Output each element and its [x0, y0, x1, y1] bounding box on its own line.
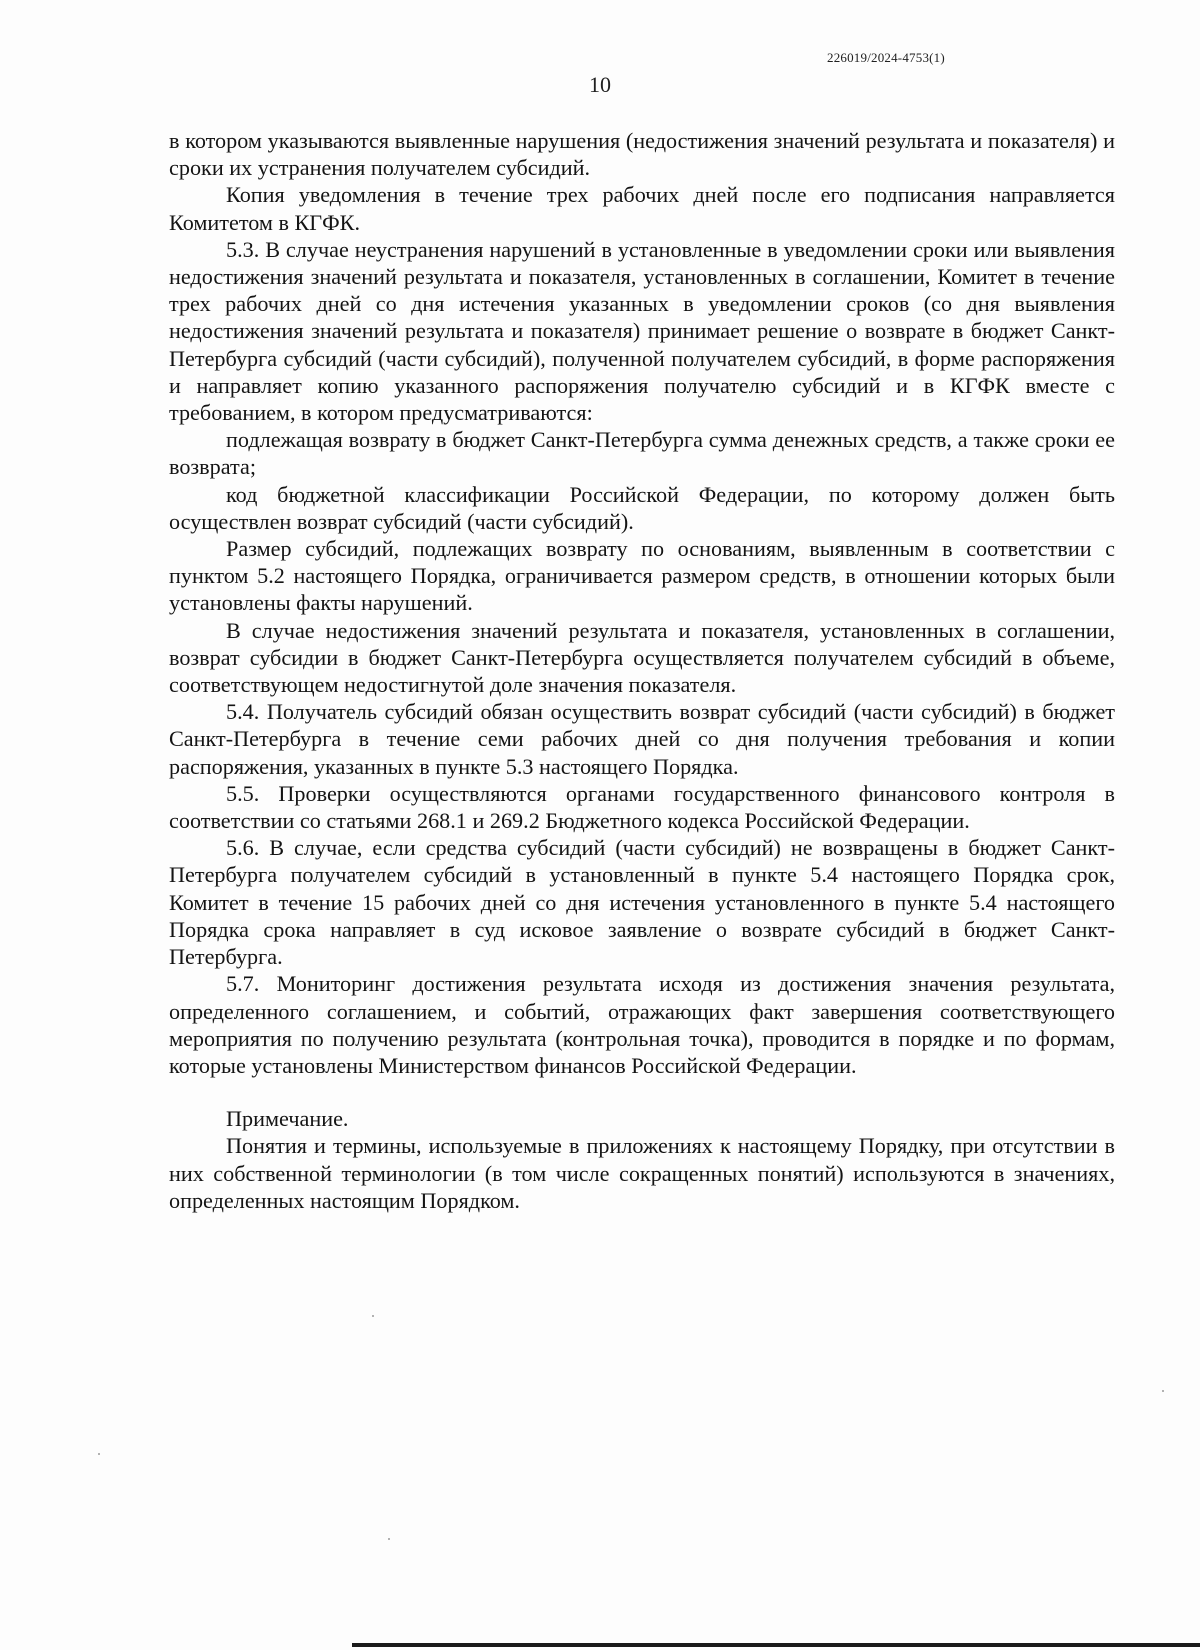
document-body: [169, 127, 1115, 1214]
scan-speck: [388, 1538, 390, 1540]
paragraph-return-amount: подлежащая возврату в бюджет Санкт-Петербурга сумма денежных средств, а также сроки ее возврата;: [169, 427, 1115, 480]
paragraph-clause-5-3: 5.3. В случае неустранения нарушений в установленные в уведомлении сроки или выявления недостижения значений результата и показателя, установленных в соглашении, Комитет в течение трех рабочих дней со дня истечения указанных в уведомлении сроков (со дня выявления недостижения значений результата и показателя) принимает решение о возврате в бюджет Санкт-Петербурга субсидий (части субсидий), полученной получателем субсидий, в форме распоряжения и направляет копию указанного распоряжения получателю субсидий и в КГФК вместе с требованием, в котором предусматриваются:: [169, 236, 1115, 426]
paragraph-clause-5-6: 5.6. В случае, если средства субсидий (части субсидий) не возвращены в бюджет Санкт-Петербурга получателем субсидий в установленный в пункте 5.4 настоящего Порядка срок, Комитет в течение 15 рабочих дней со дня истечения установленного в пункте 5.4 настоящего Порядка срока направляет в суд исковое заявление о возврате субсидий в бюджет Санкт-Петербурга.: [169, 835, 1115, 970]
paragraph-underachievement: В случае недостижения значений результата и показателя, установленных в соглашении, возврат субсидии в бюджет Санкт-Петербурга осуществляется получателем субсидий в объеме, соответствующем недостигнутой доле значения показателя.: [169, 617, 1115, 698]
paragraph-budget-code: код бюджетной классификации Российской Федерации, по которому должен быть осуществлен возврат субсидий (части субсидий).: [169, 481, 1115, 534]
paragraph-clause-5-5: 5.5. Проверки осуществляются органами государственного финансового контроля в соответствии со статьями 268.1 и 269.2 Бюджетного кодекса Российской Федерации.: [169, 780, 1115, 834]
scan-speck: [1162, 1390, 1164, 1392]
scan-speck: [98, 1453, 100, 1455]
paragraph-notification-content: в котором указываются выявленные нарушения (недостижения значений результата и показателя) и сроки их устранения получателем субсидий.: [169, 128, 1115, 181]
scan-speck: [372, 1315, 374, 1317]
page-number: 10: [589, 72, 611, 97]
document-id: 226019/2024-4753(1): [827, 50, 945, 65]
note-text: Понятия и термины, используемые в приложениях к настоящему Порядку, при отсутствии в них собственной терминологии (в том числе сокращенных понятий) используются в значениях, определенных настоящим Порядком.: [169, 1133, 1115, 1213]
paragraph-clause-5-7: 5.7. Мониторинг достижения результата исходя из достижения значения результата, определенного соглашением, и событий, отражающих факт завершения соответствующего мероприятия по получению результата (контрольная точка), проводится в порядке и по формам, которые установлены Министерством финансов Российской Федерации.: [169, 971, 1115, 1078]
note-section: [169, 1105, 1115, 1214]
note-title: Примечание.: [226, 1106, 349, 1132]
bottom-scan-edge: [352, 1643, 1200, 1647]
paragraph-return-size: Размер субсидий, подлежащих возврату по основаниям, выявленным в соответствии с пунктом 5.2 настоящего Порядка, ограничивается размером средств, в отношении которых были установлены факты нарушений.: [169, 536, 1115, 616]
paragraph-clause-5-4: 5.4. Получатель субсидий обязан осуществить возврат субсидий (части субсидий) в бюджет Санкт-Петербурга в течение семи рабочих дней со дня получения требования и копии распоряжения, указанных в пункте 5.3 настоящего Порядка.: [169, 699, 1115, 779]
paragraph-notification-copy: Копия уведомления в течение трех рабочих дней после его подписания направляется Комитетом в КГФК.: [169, 182, 1115, 235]
